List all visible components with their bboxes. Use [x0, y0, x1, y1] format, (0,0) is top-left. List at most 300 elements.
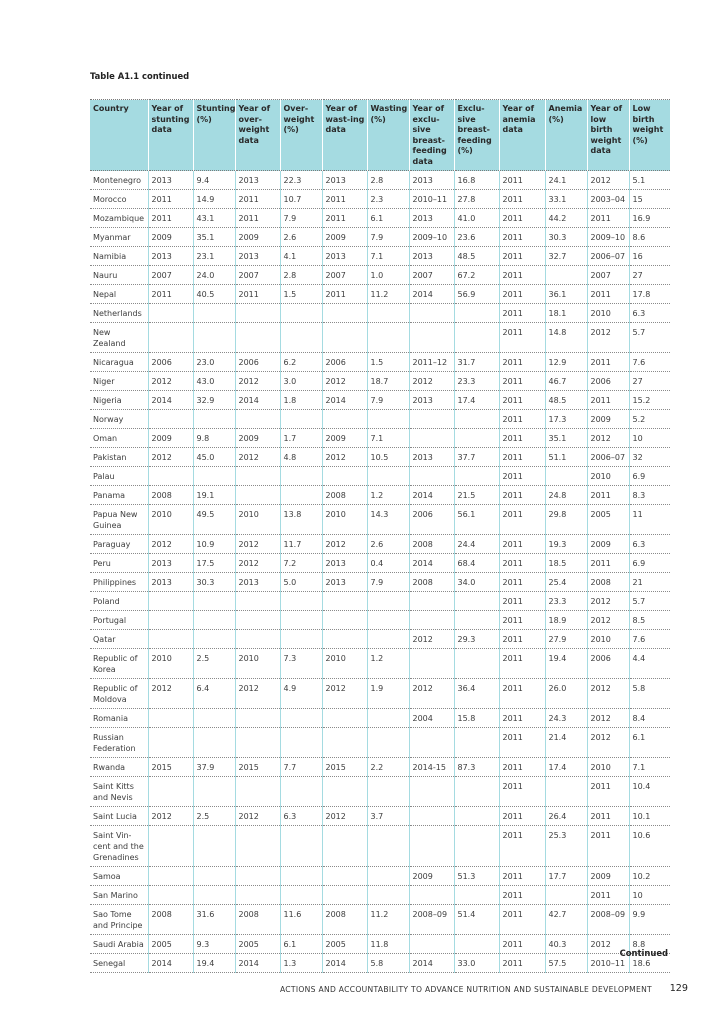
value-cell: 2011 — [499, 649, 545, 679]
value-cell — [148, 886, 193, 905]
value-cell: 2011 — [499, 777, 545, 807]
value-cell: 7.7 — [280, 758, 322, 777]
table-row — [90, 467, 670, 486]
value-cell: 32 — [629, 448, 670, 467]
value-cell — [235, 826, 280, 867]
value-cell — [148, 611, 193, 630]
value-cell: 2004 — [409, 709, 454, 728]
value-cell: 35.1 — [193, 228, 235, 247]
value-cell: 2012 — [587, 323, 629, 353]
table-row — [90, 353, 670, 372]
value-cell: 2012 — [587, 592, 629, 611]
value-cell: 2010 — [322, 649, 367, 679]
value-cell: 19.4 — [545, 649, 587, 679]
value-cell — [322, 867, 367, 886]
value-cell: 11.8 — [367, 935, 409, 954]
value-cell: 2011 — [235, 285, 280, 304]
value-cell — [280, 592, 322, 611]
value-cell — [454, 886, 499, 905]
value-cell — [148, 728, 193, 758]
column-header: Over-weight (%) — [280, 100, 322, 171]
value-cell: 2003–04 — [587, 190, 629, 209]
value-cell: 2006–07 — [587, 448, 629, 467]
value-cell: 2011 — [587, 285, 629, 304]
value-cell: 2010 — [587, 758, 629, 777]
value-cell: 2011 — [499, 323, 545, 353]
value-cell: 18.1 — [545, 304, 587, 323]
value-cell: 15.2 — [629, 391, 670, 410]
value-cell: 1.5 — [280, 285, 322, 304]
country-cell: Nauru — [90, 266, 148, 285]
value-cell: 6.3 — [629, 304, 670, 323]
column-header: Exclu-sive breast-feeding (%) — [454, 100, 499, 171]
value-cell: 2013 — [409, 247, 454, 266]
value-cell: 2006 — [148, 353, 193, 372]
value-cell: 2014 — [409, 486, 454, 505]
value-cell: 2014 — [322, 391, 367, 410]
value-cell — [148, 826, 193, 867]
value-cell: 2011 — [499, 372, 545, 391]
value-cell — [454, 592, 499, 611]
value-cell: 16.9 — [629, 209, 670, 228]
value-cell — [454, 323, 499, 353]
value-cell: 56.9 — [454, 285, 499, 304]
value-cell: 2012 — [322, 448, 367, 467]
value-cell: 2011 — [499, 935, 545, 954]
value-cell — [280, 886, 322, 905]
table-row — [90, 826, 670, 867]
value-cell: 2009 — [148, 228, 193, 247]
value-cell: 48.5 — [545, 391, 587, 410]
table-body — [90, 171, 670, 973]
value-cell: 2012 — [235, 554, 280, 573]
value-cell — [367, 630, 409, 649]
value-cell: 45.0 — [193, 448, 235, 467]
column-header: Year of wast-ing data — [322, 100, 367, 171]
value-cell: 10.7 — [280, 190, 322, 209]
value-cell: 1.5 — [367, 353, 409, 372]
value-cell: 2012 — [148, 448, 193, 467]
value-cell: 2.8 — [367, 171, 409, 190]
value-cell — [367, 611, 409, 630]
value-cell: 2011 — [587, 391, 629, 410]
country-cell: Saint Kitts and Nevis — [90, 777, 148, 807]
value-cell — [454, 807, 499, 826]
value-cell: 1.2 — [367, 649, 409, 679]
value-cell: 2.3 — [367, 190, 409, 209]
value-cell: 34.0 — [454, 573, 499, 592]
value-cell: 23.3 — [545, 592, 587, 611]
value-cell — [235, 611, 280, 630]
value-cell: 21.5 — [454, 486, 499, 505]
value-cell: 2014 — [409, 554, 454, 573]
value-cell: 2012 — [235, 535, 280, 554]
table-row — [90, 954, 670, 973]
value-cell: 2011 — [235, 209, 280, 228]
column-header: Year of exclu-sive breast-feeding data — [409, 100, 454, 171]
value-cell: 2005 — [587, 505, 629, 535]
value-cell: 9.9 — [629, 905, 670, 935]
country-cell: Republic of Moldova — [90, 679, 148, 709]
value-cell — [235, 867, 280, 886]
table-row — [90, 630, 670, 649]
value-cell: 11.2 — [367, 905, 409, 935]
value-cell: 5.0 — [280, 573, 322, 592]
value-cell: 2015 — [148, 758, 193, 777]
value-cell: 2011 — [499, 247, 545, 266]
value-cell: 11.7 — [280, 535, 322, 554]
value-cell: 44.2 — [545, 209, 587, 228]
table-row — [90, 709, 670, 728]
value-cell: 41.0 — [454, 209, 499, 228]
value-cell: 10 — [629, 886, 670, 905]
value-cell: 2015 — [322, 758, 367, 777]
value-cell: 2010 — [235, 649, 280, 679]
value-cell — [193, 467, 235, 486]
country-cell: Mozambique — [90, 209, 148, 228]
value-cell — [148, 630, 193, 649]
value-cell: 1.3 — [280, 954, 322, 973]
value-cell: 6.9 — [629, 467, 670, 486]
value-cell — [409, 467, 454, 486]
value-cell: 2012 — [587, 611, 629, 630]
value-cell: 51.1 — [545, 448, 587, 467]
value-cell — [322, 323, 367, 353]
value-cell: 2006–07 — [587, 247, 629, 266]
value-cell — [409, 728, 454, 758]
value-cell: 2009–10 — [409, 228, 454, 247]
value-cell: 2007 — [148, 266, 193, 285]
value-cell: 27 — [629, 266, 670, 285]
value-cell: 2011 — [499, 554, 545, 573]
value-cell: 6.1 — [367, 209, 409, 228]
value-cell — [454, 429, 499, 448]
value-cell: 2012 — [322, 535, 367, 554]
value-cell — [454, 826, 499, 867]
value-cell: 2011 — [499, 535, 545, 554]
value-cell — [367, 709, 409, 728]
value-cell: 2012 — [409, 630, 454, 649]
value-cell — [148, 467, 193, 486]
value-cell: 8.5 — [629, 611, 670, 630]
value-cell: 2009 — [235, 429, 280, 448]
value-cell: 2011 — [499, 209, 545, 228]
value-cell: 2011 — [499, 353, 545, 372]
value-cell: 2012 — [587, 709, 629, 728]
table-row — [90, 171, 670, 190]
value-cell: 2011 — [499, 807, 545, 826]
value-cell: 27.8 — [454, 190, 499, 209]
table-row — [90, 391, 670, 410]
value-cell: 2009 — [148, 429, 193, 448]
value-cell: 2008 — [409, 535, 454, 554]
value-cell: 2011 — [148, 285, 193, 304]
value-cell: 2013 — [148, 171, 193, 190]
value-cell — [235, 777, 280, 807]
value-cell: 2011 — [499, 867, 545, 886]
value-cell — [148, 867, 193, 886]
value-cell: 2.2 — [367, 758, 409, 777]
value-cell: 26.4 — [545, 807, 587, 826]
country-cell: Palau — [90, 467, 148, 486]
value-cell: 2011 — [499, 190, 545, 209]
value-cell: 2012 — [587, 935, 629, 954]
country-cell: Portugal — [90, 611, 148, 630]
value-cell: 23.1 — [193, 247, 235, 266]
value-cell: 2011 — [499, 467, 545, 486]
value-cell — [280, 777, 322, 807]
value-cell — [235, 410, 280, 429]
country-cell: Norway — [90, 410, 148, 429]
value-cell — [235, 304, 280, 323]
value-cell: 3.0 — [280, 372, 322, 391]
value-cell — [235, 467, 280, 486]
value-cell: 15 — [629, 190, 670, 209]
column-header: Low birth weight (%) — [629, 100, 670, 171]
value-cell: 2005 — [322, 935, 367, 954]
value-cell — [322, 886, 367, 905]
table-row — [90, 190, 670, 209]
value-cell: 2011 — [499, 505, 545, 535]
value-cell: 2006 — [235, 353, 280, 372]
table-row — [90, 372, 670, 391]
table-row — [90, 448, 670, 467]
value-cell: 21.4 — [545, 728, 587, 758]
column-header: Year of low birth weight data — [587, 100, 629, 171]
value-cell — [322, 777, 367, 807]
value-cell: 7.9 — [367, 391, 409, 410]
value-cell: 2011 — [322, 190, 367, 209]
value-cell — [545, 266, 587, 285]
value-cell: 9.8 — [193, 429, 235, 448]
table-row — [90, 649, 670, 679]
value-cell — [545, 467, 587, 486]
value-cell: 2011 — [499, 826, 545, 867]
value-cell: 2008 — [587, 573, 629, 592]
value-cell: 2014 — [409, 285, 454, 304]
value-cell: 51.3 — [454, 867, 499, 886]
table-row — [90, 247, 670, 266]
value-cell: 2012 — [148, 807, 193, 826]
column-header: Wasting (%) — [367, 100, 409, 171]
value-cell — [280, 467, 322, 486]
value-cell: 8.4 — [629, 709, 670, 728]
value-cell: 25.3 — [545, 826, 587, 867]
value-cell: 67.2 — [454, 266, 499, 285]
value-cell: 21 — [629, 573, 670, 592]
value-cell: 16 — [629, 247, 670, 266]
value-cell: 2012 — [235, 807, 280, 826]
continued-label: Continued — [619, 948, 668, 958]
country-cell: Myanmar — [90, 228, 148, 247]
value-cell: 40.3 — [545, 935, 587, 954]
value-cell: 2007 — [409, 266, 454, 285]
country-cell: San Marino — [90, 886, 148, 905]
column-header: Year of over-weight data — [235, 100, 280, 171]
value-cell — [454, 410, 499, 429]
value-cell: 2012 — [409, 372, 454, 391]
country-cell: Peru — [90, 554, 148, 573]
value-cell: 2012 — [235, 679, 280, 709]
value-cell — [280, 709, 322, 728]
table-row — [90, 209, 670, 228]
value-cell: 2.6 — [280, 228, 322, 247]
value-cell — [409, 592, 454, 611]
value-cell: 2007 — [587, 266, 629, 285]
value-cell: 2005 — [148, 935, 193, 954]
value-cell — [409, 304, 454, 323]
value-cell — [235, 886, 280, 905]
value-cell: 2012 — [235, 448, 280, 467]
value-cell: 2007 — [235, 266, 280, 285]
value-cell: 2012 — [587, 171, 629, 190]
value-cell: 14.3 — [367, 505, 409, 535]
value-cell — [148, 709, 193, 728]
value-cell: 2009 — [587, 410, 629, 429]
value-cell: 24.0 — [193, 266, 235, 285]
value-cell: 2008–09 — [587, 905, 629, 935]
table-row — [90, 611, 670, 630]
value-cell — [193, 630, 235, 649]
value-cell: 15.8 — [454, 709, 499, 728]
value-cell — [193, 709, 235, 728]
value-cell: 2014 — [235, 954, 280, 973]
value-cell: 2010 — [587, 630, 629, 649]
value-cell: 7.1 — [367, 247, 409, 266]
country-cell: Saudi Arabia — [90, 935, 148, 954]
value-cell — [193, 410, 235, 429]
value-cell: 49.5 — [193, 505, 235, 535]
value-cell: 2014 — [235, 391, 280, 410]
value-cell: 36.4 — [454, 679, 499, 709]
value-cell: 6.1 — [280, 935, 322, 954]
value-cell: 3.7 — [367, 807, 409, 826]
value-cell: 2008 — [322, 486, 367, 505]
value-cell: 7.6 — [629, 630, 670, 649]
value-cell — [367, 777, 409, 807]
value-cell — [322, 592, 367, 611]
country-cell: Samoa — [90, 867, 148, 886]
value-cell — [322, 826, 367, 867]
value-cell: 4.4 — [629, 649, 670, 679]
value-cell: 32.7 — [545, 247, 587, 266]
value-cell: 2014 — [148, 391, 193, 410]
value-cell: 2007 — [322, 266, 367, 285]
value-cell: 2014 — [322, 954, 367, 973]
value-cell: 2009 — [322, 429, 367, 448]
value-cell — [367, 592, 409, 611]
value-cell — [322, 611, 367, 630]
value-cell: 4.8 — [280, 448, 322, 467]
value-cell: 23.6 — [454, 228, 499, 247]
value-cell: 11 — [629, 505, 670, 535]
value-cell — [454, 611, 499, 630]
value-cell — [545, 886, 587, 905]
country-cell: Nigeria — [90, 391, 148, 410]
value-cell: 19.4 — [193, 954, 235, 973]
value-cell: 6.3 — [280, 807, 322, 826]
country-cell: Niger — [90, 372, 148, 391]
value-cell — [409, 410, 454, 429]
value-cell — [409, 649, 454, 679]
value-cell: 30.3 — [193, 573, 235, 592]
value-cell: 24.8 — [545, 486, 587, 505]
table-row — [90, 679, 670, 709]
country-cell: Morocco — [90, 190, 148, 209]
value-cell: 2012 — [148, 372, 193, 391]
value-cell — [280, 304, 322, 323]
value-cell — [235, 592, 280, 611]
value-cell: 19.3 — [545, 535, 587, 554]
value-cell: 2008 — [235, 905, 280, 935]
value-cell — [235, 486, 280, 505]
table-row — [90, 285, 670, 304]
value-cell: 10.9 — [193, 535, 235, 554]
value-cell: 2012 — [322, 807, 367, 826]
value-cell: 2010 — [587, 467, 629, 486]
country-cell: Republic of Korea — [90, 649, 148, 679]
table-row — [90, 807, 670, 826]
value-cell: 2011 — [587, 777, 629, 807]
value-cell: 2011 — [499, 954, 545, 973]
table-row — [90, 410, 670, 429]
value-cell — [545, 777, 587, 807]
value-cell — [367, 323, 409, 353]
value-cell: 42.7 — [545, 905, 587, 935]
country-cell: Saint Vin-cent and the Grenadines — [90, 826, 148, 867]
value-cell — [409, 777, 454, 807]
nutrition-data-table — [90, 99, 670, 973]
value-cell: 2015 — [235, 758, 280, 777]
value-cell: 5.8 — [629, 679, 670, 709]
value-cell: 6.2 — [280, 353, 322, 372]
value-cell — [454, 304, 499, 323]
value-cell — [454, 467, 499, 486]
value-cell: 2011 — [499, 486, 545, 505]
value-cell: 2011 — [499, 886, 545, 905]
column-header: Year of stunting data — [148, 100, 193, 171]
value-cell: 2012 — [587, 728, 629, 758]
value-cell: 2013 — [235, 573, 280, 592]
value-cell: 2.5 — [193, 649, 235, 679]
value-cell: 2011 — [499, 758, 545, 777]
country-cell: Pakistan — [90, 448, 148, 467]
table-row — [90, 728, 670, 758]
value-cell: 18.6 — [629, 954, 670, 973]
country-cell: Montenegro — [90, 171, 148, 190]
table-caption: Table A1.1 continued — [90, 71, 190, 81]
value-cell: 5.7 — [629, 323, 670, 353]
value-cell: 1.2 — [367, 486, 409, 505]
value-cell: 7.9 — [367, 228, 409, 247]
value-cell: 2012 — [148, 679, 193, 709]
table-row — [90, 228, 670, 247]
value-cell — [409, 826, 454, 867]
value-cell: 5.8 — [367, 954, 409, 973]
value-cell — [454, 777, 499, 807]
value-cell: 2011 — [499, 573, 545, 592]
value-cell: 17.4 — [545, 758, 587, 777]
value-cell: 2008 — [322, 905, 367, 935]
value-cell: 2006 — [322, 353, 367, 372]
page-number: 129 — [669, 983, 688, 994]
value-cell: 87.3 — [454, 758, 499, 777]
value-cell: 2011 — [499, 304, 545, 323]
value-cell: 31.7 — [454, 353, 499, 372]
country-cell: Nepal — [90, 285, 148, 304]
value-cell: 23.3 — [454, 372, 499, 391]
value-cell: 1.7 — [280, 429, 322, 448]
